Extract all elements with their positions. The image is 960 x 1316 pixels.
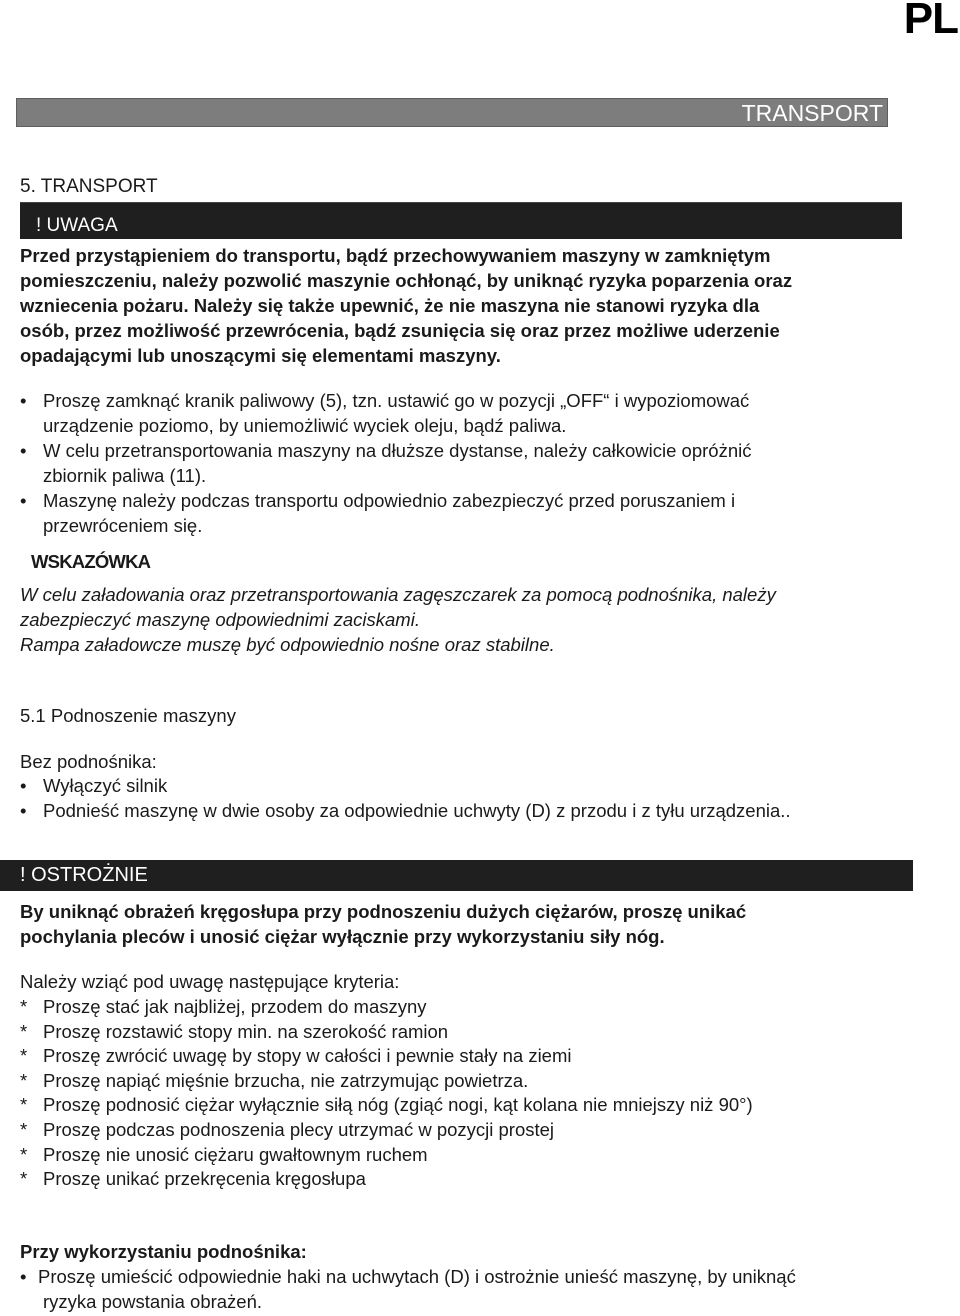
bullet-dot: • (20, 800, 27, 821)
list-item-text: Proszę unikać przekręcenia kręgosłupa (43, 1168, 366, 1190)
list-item (0, 1117, 960, 1142)
criteria-list (0, 994, 960, 1191)
language-code: PL (903, 0, 958, 43)
with-lift-list (0, 1264, 960, 1314)
star-marker: * (20, 1045, 28, 1067)
bullet-dot: • (20, 1266, 27, 1287)
header-title: TRANSPORT (741, 100, 883, 126)
list-item (0, 388, 960, 438)
star-marker: * (20, 1094, 28, 1116)
criteria-intro: Należy wziąć pod uwagę następujące kryteria: (20, 971, 400, 992)
no-lift-list (0, 773, 960, 823)
list-item (0, 1166, 960, 1191)
warning-label: ! UWAGA (36, 215, 118, 236)
warning-line: pomieszczeniu, należy pozwolić maszynie ochłonąć, by uniknąć ryzyka poparzenia oraz (20, 270, 793, 291)
list-item-text: Proszę podczas podnoszenia plecy utrzymać w pozycji prostej (43, 1118, 555, 1140)
star-marker: * (20, 1143, 28, 1165)
caution-label: ! OSTROŻNIE (20, 864, 148, 886)
list-item-text: Proszę stać jak najbliżej, przodem do maszyny (43, 996, 427, 1017)
star-marker: * (20, 1118, 28, 1140)
list-item (0, 1068, 960, 1093)
list-item (0, 1043, 960, 1068)
bullet-dot: • (20, 440, 27, 461)
note-line: zabezpieczyć maszynę odpowiednimi zaciskami. (20, 609, 420, 630)
list-item (0, 438, 960, 488)
list-item-text: Proszę zwrócić uwagę by stopy w całości i pewnie stały na ziemi (43, 1045, 572, 1067)
bullet-line: Maszynę należy podczas transportu odpowiednio zabezpieczyć przed poruszaniem i (43, 490, 736, 511)
list-item-text: Wyłączyć silnik (43, 775, 168, 796)
subsection-title: 5.1 Podnoszenie maszyny (20, 705, 236, 726)
list-item-text: Podnieść maszynę w dwie osoby za odpowiednie uchwyty (D) z przodu i z tyłu urządzenia.. (43, 800, 791, 821)
bullet-line: przewróceniem się. (43, 515, 203, 536)
list-item (0, 1264, 960, 1314)
list-item (0, 1019, 960, 1044)
warning-line: Przed przystąpieniem do transportu, bądź przechowywaniem maszyny w zamkniętym (20, 245, 771, 266)
note-label: WSKAZÓWKA (31, 551, 151, 572)
star-marker: * (20, 996, 28, 1017)
list-item (0, 798, 960, 823)
with-lift-heading: Przy wykorzystaniu podnośnika: (20, 1241, 307, 1262)
list-item (0, 994, 960, 1019)
note-line: W celu załadowania oraz przetransportowania zagęszczarek za pomocą podnośnika, należy (20, 584, 776, 605)
warning-bar (20, 202, 902, 239)
warning-line: osób, przez możliwość przewrócenia, bądź zsunięcia się oraz przez możliwe uderzenie (20, 320, 780, 341)
caution-line: pochylania pleców i unosić ciężar wyłącznie przy wykorzystaniu siły nóg. (20, 926, 665, 947)
list-item-text: Proszę nie unosić ciężaru gwałtownym ruchem (43, 1143, 428, 1165)
bullet-line: ryzyka powstania obrażeń. (43, 1291, 263, 1312)
bullet-line: urządzenie poziomo, by uniemożliwić wyciek oleju, bądź paliwa. (43, 415, 567, 436)
list-item (0, 1142, 960, 1167)
bullet-line: W celu przetransportowania maszyny na dłuższe dystanse, należy całkowicie opróżnić (43, 440, 752, 461)
list-item (0, 1092, 960, 1117)
list-item-text: Proszę podnosić ciężar wyłącznie siłą nóg (zgiąć nogi, kąt kolana nie mniejszy niż 90°) (43, 1094, 753, 1116)
bullet-dot: • (20, 775, 27, 796)
warning-line: wzniecenia pożaru. Należy się także upewnić, że nie maszyna nie stanowi ryzyka dla (20, 295, 760, 316)
star-marker: * (20, 1168, 28, 1190)
warning-line: opadającymi lub unoszącymi się elementami maszyny. (20, 345, 501, 366)
list-item (0, 773, 960, 798)
section-title: 5. TRANSPORT (20, 176, 158, 197)
star-marker: * (20, 1020, 28, 1042)
no-lift-heading: Bez podnośnika: (20, 751, 157, 772)
list-item (0, 488, 960, 538)
bullet-dot: • (20, 390, 27, 411)
caution-text (20, 899, 746, 949)
bullet-line: Proszę umieścić odpowiednie haki na uchwytach (D) i ostrożnie unieść maszynę, by uniknąć (38, 1266, 796, 1287)
bullet-line: Proszę zamknąć kranik paliwowy (5), tzn. ustawić go w pozycji „OFF“ i wypoziomować (43, 390, 750, 411)
bullet-dot: • (20, 490, 27, 511)
bullet-list (0, 388, 960, 538)
list-item-text: Proszę napiąć mięśnie brzucha, nie zatrzymując powietrza. (43, 1069, 529, 1091)
note-line: Rampa załadowcze muszę być odpowiednio nośne oraz stabilne. (20, 634, 555, 655)
note-text (20, 582, 776, 657)
bullet-line: zbiornik paliwa (11). (43, 465, 207, 486)
caution-line: By uniknąć obrażeń kręgosłupa przy podnoszeniu dużych ciężarów, proszę unikać (20, 901, 747, 922)
warning-text (20, 243, 792, 368)
star-marker: * (20, 1069, 28, 1091)
header-bar (16, 98, 888, 127)
list-item-text: Proszę rozstawić stopy min. na szerokość ramion (43, 1020, 449, 1042)
